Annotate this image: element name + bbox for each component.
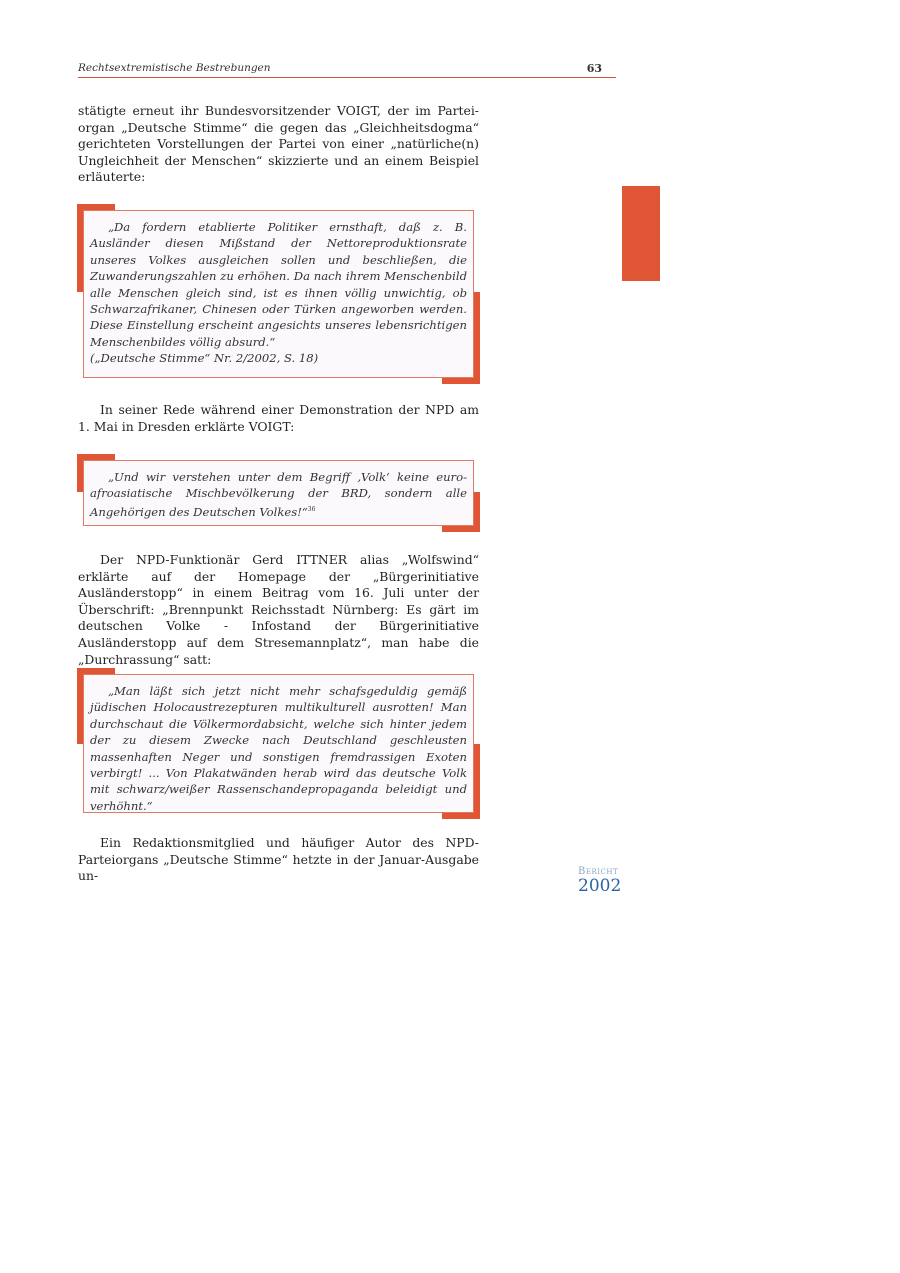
quote-box-3 [77,668,480,819]
running-header [78,62,616,78]
paragraph-4: Ein Redaktionsmitglied und häufiger Autor des NPD-Parteiorgans „Deutsche Stimme“ hetzte in der Januar-Ausgabe un- [78,835,479,884]
quote-box-1 [77,204,480,384]
logo-year: 2002 [578,876,622,896]
quote-box-2 [77,454,480,532]
paragraph-2: In seiner Rede während einer Demonstration der NPD am 1. Mai in Dresden erklärte VOIGT: [78,402,479,434]
page-number: 63 [586,62,602,75]
footnote-marker: 36 [307,505,316,513]
logo-word: Bericht [578,866,619,877]
quote-source: („Deutsche Stimme“ Nr. 2/2002, S. 18) [90,351,319,366]
quote-text: „Da fordern etablierte Politiker ernsthaft, daß z. B. Ausländer diesen Mißstand der Nettoreproduktionsrate unseres Volkes ausgleichen sollen und beschließen, die Zuwanderungszahlen zu erhöhen. Da nach ihrem Menschenbild alle Menschen gleich sind, ist es ihnen völlig unwichtig, ob Schwarzafrikaner, Chinesen oder Türken angeworben werden. Diese Einstellung erscheint angesichts unseres lebensrichtigen Menschenbildes völlig absurd.“ [90,220,467,349]
header-title: Rechtsextremistische Bestrebungen [78,62,271,74]
side-tab-marker [622,186,660,281]
quote-text: „Und wir verstehen unter dem Begriff ‚Volk‘ keine euro-afroasiatische Mischbevölkerung der BRD, sondern alle Angehörigen des Deutschen Volkes!“ [90,470,467,519]
quote-content [83,674,474,813]
bericht-logo [578,866,638,895]
quote-content [83,460,474,526]
quote-text: „Man läßt sich jetzt nicht mehr schafsgeduldig gemäß jüdischen Holocaustrezepturen multikulturell ausrotten! Man durchschaut die Völkermordabsicht, welche sich hinter jedem der zu diesem Zwecke nach Deutschland geschleusten massenhaften Neger und sonstigen fremdrassigen Exoten verbirgt! ... Von Plakatwänden herab wird das deutsche Volk mit schwarz/weißer Rassenschandepropaganda beleidigt und verhöhnt.“ [90,684,467,813]
paragraph-3: Der NPD-Funktionär Gerd ITTNER alias „Wolfswind“ erklärte auf der Homepage der „Bürgerinitiative Ausländerstopp“ in einem Beitrag vom 16. Juli unter der Überschrift: „Brennpunkt Reichsstadt Nürnberg: Es gärt im deutschen Volke - Infostand der Bürgerinitiative Ausländerstopp auf dem Stresemannplatz“, man habe die „Durchrassung“ satt: [78,552,479,667]
quote-content [83,210,474,378]
paragraph-1: stätigte erneut ihr Bundesvorsitzender VOIGT, der im Partei-organ „Deutsche Stimme“ die gegen das „Gleichheitsdogma“ gerichteten Vorstellungen der Partei von einer „natürliche(n) Ungleichheit der Menschen“ skizzierte und an einem Beispiel erläuterte: [78,103,479,185]
